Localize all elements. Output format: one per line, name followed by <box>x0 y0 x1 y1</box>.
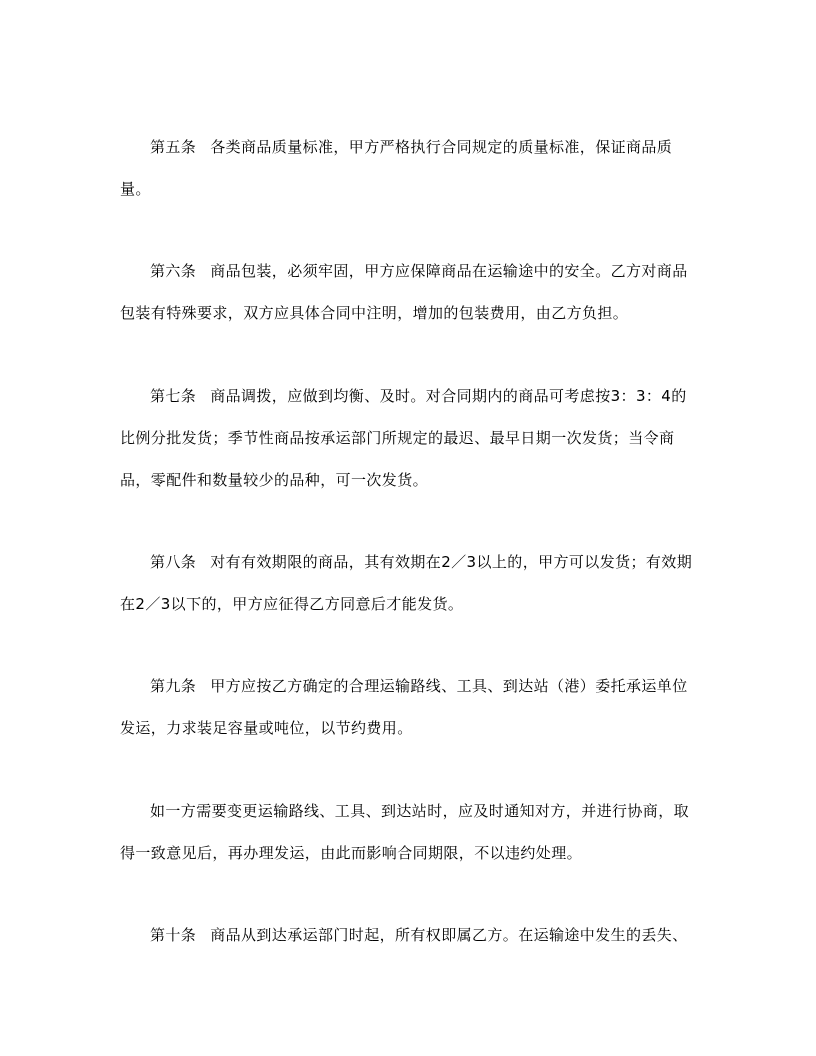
article-7-text-line-1: 商品调拨，应做到均衡、及时。对合同期内的商品可考虑按3：3：4的 <box>210 387 687 405</box>
article-9-paragraph <box>120 665 700 749</box>
route-change-text-line-1: 如一方需要变更运输路线、工具、到达站时，应及时通知对方，并进行协商， <box>150 802 674 820</box>
article-10-paragraph <box>120 914 700 956</box>
article-8-label: 第八条 <box>150 553 197 571</box>
article-6-paragraph <box>120 250 700 334</box>
article-8-text-line-2: 期在2／3以下的，甲方应征得乙方同意后才能发货。 <box>120 553 693 613</box>
article-7-paragraph <box>120 375 700 501</box>
article-6-text-line-1: 商品包装，必须牢固，甲方应保障商品在运输途中的安全。乙方对商 <box>210 262 673 280</box>
article-6-label: 第六条 <box>150 262 197 280</box>
article-8-text-line-1: 对有有效期限的商品，其有效期在2／3以上的，甲方可以发货；有效 <box>210 553 677 571</box>
article-10-text-line-1: 商品从到达承运部门时起，所有权即属乙方。在运输途中发生的丢失、 <box>210 926 688 944</box>
route-change-text-line-2: 取得一致意见后，再办理发运，由此而影响合同期限，不以违约处理。 <box>120 802 690 862</box>
article-9-text-line-1: 甲方应按乙方确定的合理运输路线、工具、到达站（港）委托承运单 <box>210 677 673 695</box>
article-7-text-line-3: 品，零配件和数量较少的品种，可一次发货。 <box>120 471 429 489</box>
article-6-text-line-2: 品包装有特殊要求，双方应具体合同中注明，增加的包装费用，由乙方负担。 <box>120 262 688 322</box>
article-7-text-line-2: 比例分批发货；季节性商品按承运部门所规定的最迟、最早日期一次发货；当令商 <box>120 429 675 447</box>
article-5-text-line-1: 各类商品质量标准，甲方严格执行合同规定的质量标准，保证商品质 <box>210 138 673 156</box>
article-5-paragraph <box>120 126 700 210</box>
article-8-paragraph <box>120 541 700 625</box>
article-5-text-line-2: 量。 <box>120 180 151 198</box>
article-10-label: 第十条 <box>150 926 197 944</box>
route-change-paragraph <box>120 790 700 874</box>
article-7-label: 第七条 <box>150 387 197 405</box>
article-9-text-line-2: 位发运，力求装足容量或吨位，以节约费用。 <box>120 677 688 737</box>
article-5-label: 第五条 <box>150 138 197 156</box>
article-9-label: 第九条 <box>150 677 197 695</box>
